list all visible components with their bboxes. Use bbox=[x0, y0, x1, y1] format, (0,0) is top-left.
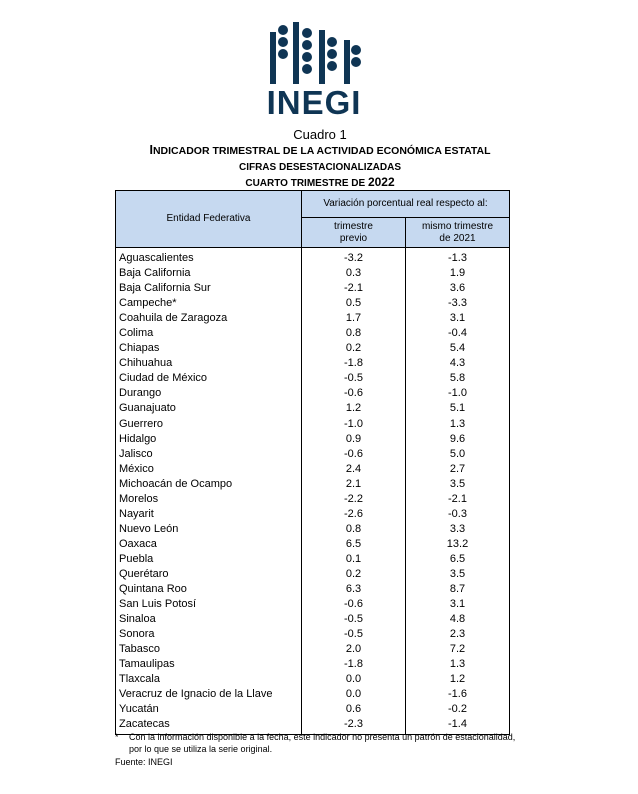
mismo-trimestre-cell: 5.0 bbox=[406, 447, 510, 462]
mismo-trimestre-cell: 1.9 bbox=[406, 266, 510, 281]
mismo-trimestre-cell: -1.6 bbox=[406, 687, 510, 702]
mismo-trimestre-cell: -1.0 bbox=[406, 386, 510, 401]
mismo-trimestre-cell: -0.3 bbox=[406, 507, 510, 522]
table-row bbox=[116, 401, 510, 416]
state-cell: Colima bbox=[116, 326, 302, 341]
state-cell: San Luis Potosí bbox=[116, 597, 302, 612]
trimestre-previo-cell: -0.5 bbox=[302, 371, 406, 386]
trimestre-previo-cell: 0.5 bbox=[302, 296, 406, 311]
mismo-trimestre-cell: 9.6 bbox=[406, 432, 510, 447]
mismo-trimestre-cell: 2.3 bbox=[406, 627, 510, 642]
footnotes bbox=[115, 731, 535, 768]
state-cell: Morelos bbox=[116, 492, 302, 507]
logo-dots-icon bbox=[268, 22, 364, 84]
state-cell: Oaxaca bbox=[116, 537, 302, 552]
mismo-trimestre-cell: 3.1 bbox=[406, 597, 510, 612]
table-row bbox=[116, 507, 510, 522]
table-row bbox=[116, 597, 510, 612]
table-row bbox=[116, 248, 510, 267]
table-row bbox=[116, 552, 510, 567]
table-row bbox=[116, 311, 510, 326]
trimestre-previo-cell: -2.6 bbox=[302, 507, 406, 522]
table-row bbox=[116, 281, 510, 296]
state-cell: Quintana Roo bbox=[116, 582, 302, 597]
mismo-trimestre-cell: 1.2 bbox=[406, 672, 510, 687]
trimestre-previo-cell: 0.1 bbox=[302, 552, 406, 567]
table-row bbox=[116, 356, 510, 371]
state-cell: Yucatán bbox=[116, 702, 302, 717]
state-cell: Baja California Sur bbox=[116, 281, 302, 296]
table-row bbox=[116, 582, 510, 597]
header-trimestre-previo-label: trimestre previo bbox=[334, 220, 373, 244]
header-variacion: Variación porcentual real respecto al: bbox=[302, 191, 510, 218]
trimestre-previo-cell: 0.2 bbox=[302, 567, 406, 582]
table-row bbox=[116, 341, 510, 356]
header-mismo-trimestre-label: mismo trimestre de 2021 bbox=[421, 220, 494, 244]
trimestre-previo-cell: 1.7 bbox=[302, 311, 406, 326]
table-row bbox=[116, 492, 510, 507]
table-row bbox=[116, 687, 510, 702]
mismo-trimestre-cell: 5.1 bbox=[406, 401, 510, 416]
header-trimestre-previo bbox=[302, 218, 406, 248]
state-cell: Guerrero bbox=[116, 417, 302, 432]
table-row bbox=[116, 417, 510, 432]
period-year: 2022 bbox=[367, 175, 395, 189]
state-cell: Tabasco bbox=[116, 642, 302, 657]
main-title-initial: I bbox=[149, 143, 153, 157]
state-cell: Durango bbox=[116, 386, 302, 401]
mismo-trimestre-cell: 3.1 bbox=[406, 311, 510, 326]
mismo-trimestre-cell: 3.6 bbox=[406, 281, 510, 296]
table-row bbox=[116, 326, 510, 341]
trimestre-previo-cell: 2.1 bbox=[302, 477, 406, 492]
period-line bbox=[100, 175, 540, 191]
mismo-trimestre-cell: 3.5 bbox=[406, 477, 510, 492]
table-row bbox=[116, 386, 510, 401]
trimestre-previo-cell: 0.9 bbox=[302, 432, 406, 447]
table-row bbox=[116, 642, 510, 657]
mismo-trimestre-cell: 3.3 bbox=[406, 522, 510, 537]
table-row bbox=[116, 296, 510, 311]
data-table bbox=[115, 190, 510, 735]
state-cell: Aguascalientes bbox=[116, 248, 302, 267]
table-row bbox=[116, 657, 510, 672]
source-note: Fuente: INEGI bbox=[115, 757, 173, 767]
trimestre-previo-cell: 6.5 bbox=[302, 537, 406, 552]
state-cell: Coahuila de Zaragoza bbox=[116, 311, 302, 326]
mismo-trimestre-cell: 5.4 bbox=[406, 341, 510, 356]
trimestre-previo-cell: -1.0 bbox=[302, 417, 406, 432]
subtitle: CIFRAS DESESTACIONALIZADAS bbox=[238, 162, 402, 173]
state-cell: Querétaro bbox=[116, 567, 302, 582]
state-cell: Chiapas bbox=[116, 341, 302, 356]
footnote-asterisk: * bbox=[115, 732, 119, 742]
table-row bbox=[116, 672, 510, 687]
period-text: CUARTO TRIMESTRE DE bbox=[245, 178, 366, 189]
trimestre-previo-cell: 2.0 bbox=[302, 642, 406, 657]
mismo-trimestre-cell: -0.4 bbox=[406, 326, 510, 341]
header-mismo-trimestre bbox=[406, 218, 510, 248]
mismo-trimestre-cell: 5.8 bbox=[406, 371, 510, 386]
mismo-trimestre-cell: -0.2 bbox=[406, 702, 510, 717]
table-row bbox=[116, 432, 510, 447]
trimestre-previo-cell: -1.8 bbox=[302, 657, 406, 672]
trimestre-previo-cell: -3.2 bbox=[302, 248, 406, 267]
table-row bbox=[116, 477, 510, 492]
state-cell: Jalisco bbox=[116, 447, 302, 462]
trimestre-previo-cell: -2.3 bbox=[302, 717, 406, 734]
state-cell: Puebla bbox=[116, 552, 302, 567]
data-table-container bbox=[115, 190, 510, 735]
mismo-trimestre-cell: 4.3 bbox=[406, 356, 510, 371]
main-title-rest: NDICADOR TRIMESTRAL DE LA ACTIVIDAD ECONÓMICA ESTATAL bbox=[152, 145, 491, 157]
table-body bbox=[116, 248, 510, 735]
state-cell: Sonora bbox=[116, 627, 302, 642]
main-title bbox=[100, 142, 540, 160]
trimestre-previo-cell: 0.0 bbox=[302, 672, 406, 687]
footnote-text: Con la información disponible a la fecha, este indicador no presenta un patrón de estacionalidad, por lo que se utiliza la serie original. bbox=[129, 732, 516, 754]
table-row bbox=[116, 702, 510, 717]
trimestre-previo-cell: -1.8 bbox=[302, 356, 406, 371]
table-row bbox=[116, 612, 510, 627]
trimestre-previo-cell: -0.5 bbox=[302, 612, 406, 627]
state-cell: Tamaulipas bbox=[116, 657, 302, 672]
mismo-trimestre-cell: 8.7 bbox=[406, 582, 510, 597]
table-row bbox=[116, 371, 510, 386]
mismo-trimestre-cell: -2.1 bbox=[406, 492, 510, 507]
inegi-logo bbox=[262, 22, 372, 121]
footnote-row bbox=[115, 731, 535, 755]
trimestre-previo-cell: -0.5 bbox=[302, 627, 406, 642]
trimestre-previo-cell: -0.6 bbox=[302, 386, 406, 401]
state-cell: Nayarit bbox=[116, 507, 302, 522]
trimestre-previo-cell: -0.6 bbox=[302, 597, 406, 612]
state-cell: Michoacán de Ocampo bbox=[116, 477, 302, 492]
mismo-trimestre-cell: 13.2 bbox=[406, 537, 510, 552]
cuadro-label: Cuadro 1 bbox=[293, 127, 347, 142]
trimestre-previo-cell: 0.3 bbox=[302, 266, 406, 281]
table-row bbox=[116, 537, 510, 552]
table-row bbox=[116, 567, 510, 582]
mismo-trimestre-cell: 4.8 bbox=[406, 612, 510, 627]
state-cell: Zacatecas bbox=[116, 717, 302, 734]
trimestre-previo-cell: 1.2 bbox=[302, 401, 406, 416]
mismo-trimestre-cell: 2.7 bbox=[406, 462, 510, 477]
title-block bbox=[100, 127, 540, 191]
trimestre-previo-cell: 2.4 bbox=[302, 462, 406, 477]
table-row bbox=[116, 266, 510, 281]
trimestre-previo-cell: 0.6 bbox=[302, 702, 406, 717]
mismo-trimestre-cell: -1.4 bbox=[406, 717, 510, 734]
state-cell: Baja California bbox=[116, 266, 302, 281]
trimestre-previo-cell: -2.1 bbox=[302, 281, 406, 296]
mismo-trimestre-cell: 1.3 bbox=[406, 657, 510, 672]
trimestre-previo-cell: 0.2 bbox=[302, 341, 406, 356]
header-entidad: Entidad Federativa bbox=[116, 191, 302, 248]
trimestre-previo-cell: -0.6 bbox=[302, 447, 406, 462]
trimestre-previo-cell: 0.8 bbox=[302, 326, 406, 341]
state-cell: Tlaxcala bbox=[116, 672, 302, 687]
state-cell: Sinaloa bbox=[116, 612, 302, 627]
state-cell: Hidalgo bbox=[116, 432, 302, 447]
state-cell: Chihuahua bbox=[116, 356, 302, 371]
trimestre-previo-cell: 0.8 bbox=[302, 522, 406, 537]
mismo-trimestre-cell: 1.3 bbox=[406, 417, 510, 432]
state-cell: Guanajuato bbox=[116, 401, 302, 416]
trimestre-previo-cell: -2.2 bbox=[302, 492, 406, 507]
trimestre-previo-cell: 6.3 bbox=[302, 582, 406, 597]
state-cell: Ciudad de México bbox=[116, 371, 302, 386]
mismo-trimestre-cell: -3.3 bbox=[406, 296, 510, 311]
state-cell: Veracruz de Ignacio de la Llave bbox=[116, 687, 302, 702]
mismo-trimestre-cell: -1.3 bbox=[406, 248, 510, 267]
state-cell: México bbox=[116, 462, 302, 477]
trimestre-previo-cell: 0.0 bbox=[302, 687, 406, 702]
table-row bbox=[116, 447, 510, 462]
mismo-trimestre-cell: 6.5 bbox=[406, 552, 510, 567]
table-row bbox=[116, 522, 510, 537]
logo-text: INEGI bbox=[266, 84, 362, 121]
table-row bbox=[116, 462, 510, 477]
mismo-trimestre-cell: 3.5 bbox=[406, 567, 510, 582]
mismo-trimestre-cell: 7.2 bbox=[406, 642, 510, 657]
state-cell: Campeche* bbox=[116, 296, 302, 311]
table-row bbox=[116, 627, 510, 642]
state-cell: Nuevo León bbox=[116, 522, 302, 537]
